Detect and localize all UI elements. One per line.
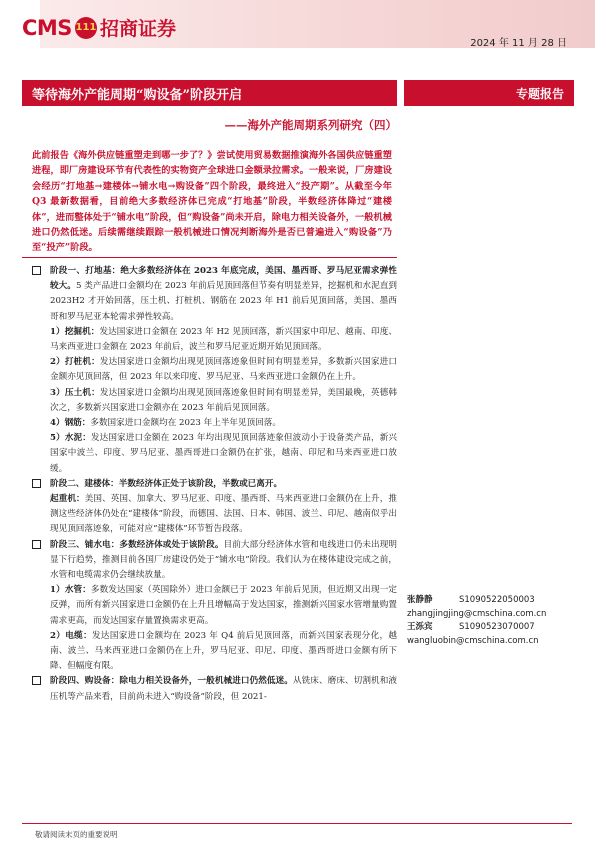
logo-badge-icon: 111 [75, 17, 97, 39]
summary-divider [22, 257, 397, 258]
list-item: 3）压土机：发达国家进口金额均出现见顶回落迹象但时间有明显差异，美国最晚，英德韩次之，多数新兴国家进口金额亦在 2023 年前后见顶回落。 [50, 387, 397, 413]
report-date: 2024 年 11 月 28 日 [470, 38, 567, 49]
logo-chinese-text: 招商证券 [99, 18, 176, 40]
footer-disclaimer: 敬请阅读末页的重要说明 [35, 830, 118, 839]
logo-cms-text: CMS [22, 15, 72, 40]
section-text: 目前大部分经济体水管和电线进口仍未出现明显下行趋势，推测目前各国厂房建设仍处于“铺水电”阶段。我们认为在楼体建设完成之前，水管和电缆需求仍会继续放量。 [50, 539, 397, 581]
analyst-email[interactable]: zhangjingjing@cmschina.com.cn [407, 608, 547, 619]
list-item: 1）挖掘机：发达国家进口金额在 2023 年 H2 见顶回落，新兴国家中印尼、越南、印度、马来西亚进口金额在 2023 年前后，波兰和罗马尼亚近期开始见顶回落。 [50, 326, 397, 353]
report-subtitle: ——海外产能周期系列研究（四） [224, 118, 397, 132]
analyst-id: S1090522050003 [459, 595, 535, 605]
section-heading: 阶段四、购设备：除电力相关设备外，一般机械进口仍然低迷。 [50, 676, 293, 687]
analyst-name: 王泺宾 [407, 622, 433, 632]
section-stage-one [32, 264, 397, 325]
analyst-id: S1090523070007 [459, 622, 535, 632]
section-text: 5 类产品进口金额均在 2023 年前后见顶回落但节奏有明显差异，挖掘机和水泥直到 2023H2 才开始回落，压土机、打桩机、钢筋在 2023 年 H1 前后见顶回落，美国、墨西哥和罗马尼亚本轮需求弹性较高。 [50, 281, 397, 322]
company-logo [22, 14, 176, 41]
checkbox-bullet-icon [32, 479, 41, 488]
analyst-name: 张静静 [407, 595, 433, 605]
report-type-bar [404, 80, 574, 106]
section-text: 从铣床、磨床、切割机和液压机等产品来看，目前尚未进入“购设备”阶段，但 2021- [50, 676, 397, 702]
report-body [32, 264, 397, 705]
section-stage-four [32, 674, 397, 704]
checkbox-bullet-icon [32, 676, 41, 685]
analyst-entry [407, 594, 546, 608]
list-item: 2）打桩机：发达国家进口金额均出现见顶回落迹象但时间有明显差异，多数新兴国家进口金额亦见顶回落，但 2023 年以来印度、罗马尼亚、马来西亚进口金额仍在上升。 [50, 357, 397, 383]
list-item: 1）水管：多数发达国家（英国除外）进口金额已于 2023 年前后见顶，但近期又出现一定反弹，而所有新兴国家进口金额仍在上升且增幅高于发达国家，推测新兴国家水管增量购置需求更高，而发达国家存量置换需求更高。 [50, 585, 397, 626]
page-header [0, 0, 595, 58]
section-heading: 阶段一、打地基：绝大多数经济体在 2023 年底完成，美国、墨西哥、罗马尼亚需求弹性较大。 [50, 266, 397, 292]
analyst-entry [407, 621, 546, 635]
section-heading: 阶段三、铺水电：多数经济体或处于该阶段。 [50, 539, 224, 550]
checkbox-bullet-icon [32, 266, 41, 275]
list-item: 2）电缆：发达国家进口金额均在 2023 年 Q4 前后见顶回落，而新兴国家表现分化，越南、波兰、马来西亚进口金额仍在上升，罗马尼亚、印尼、印度、墨西哥进口金额有所下降、但幅度有限。 [50, 630, 398, 672]
analyst-email[interactable]: wangluobin@cmschina.com.cn [407, 635, 539, 646]
title-bar [22, 80, 397, 106]
section-heading: 阶段二、建楼体：半数经济体正处于该阶段，半数或已离开。 [50, 478, 283, 489]
summary-paragraph: 此前报告《海外供应链重塑走到哪一步了？》尝试使用贸易数据推演海外各国供应链重塑进程，即厂房建设环节有代表性的实物资产全球进口金额录拉需求。一般来说，厂房建设会经历“打地基→建楼体→铺水电→购设备”四个阶段，最终进入“投产期”。从截至今年 Q3 最新数据看，目前绝大多数经济体已完成“打地基”阶段，半数经济体降过“建楼体”，进而整体处于“铺水电”阶段，但“购设备”尚未开启，除电力相关设备外，一般机械进口仍然低迷。后续需继续跟踪一般机械进口情况判断海外是否已普遍进入“购设备”乃至“投产”阶段。 [32, 150, 392, 254]
list-item: 起重机：美国、英国、加拿大、罗马尼亚、印度、墨西哥、马来西亚进口金额仍在上升，推测这些经济体仍处在“建楼体”阶段，而德国、法国、日本、韩国、波兰、印尼、越南似乎出现见顶回落迹象，可能对应“建楼体”环节暂告段落。 [50, 494, 397, 535]
footer-divider [22, 823, 572, 824]
section-stage-three [32, 538, 397, 584]
report-type-tag: 专题报告 [515, 87, 564, 101]
section-stage-two [32, 477, 397, 492]
list-item: 5）水泥：发达国家进口金额在 2023 年均出现见顶回落迹象但波动小于设备类产品，新兴国家中波兰、印度、罗马尼亚、墨西哥进口金额仍在扩张，越南、印尼和马来西亚进口放缓。 [50, 433, 397, 474]
checkbox-bullet-icon [32, 540, 41, 549]
list-item: 4）钢筋：多数国家进口金额均在 2023 年上半年见顶回落。 [50, 418, 281, 429]
report-title: 等待海外产能周期“购设备”阶段开启 [32, 88, 242, 103]
analyst-panel [407, 594, 546, 648]
